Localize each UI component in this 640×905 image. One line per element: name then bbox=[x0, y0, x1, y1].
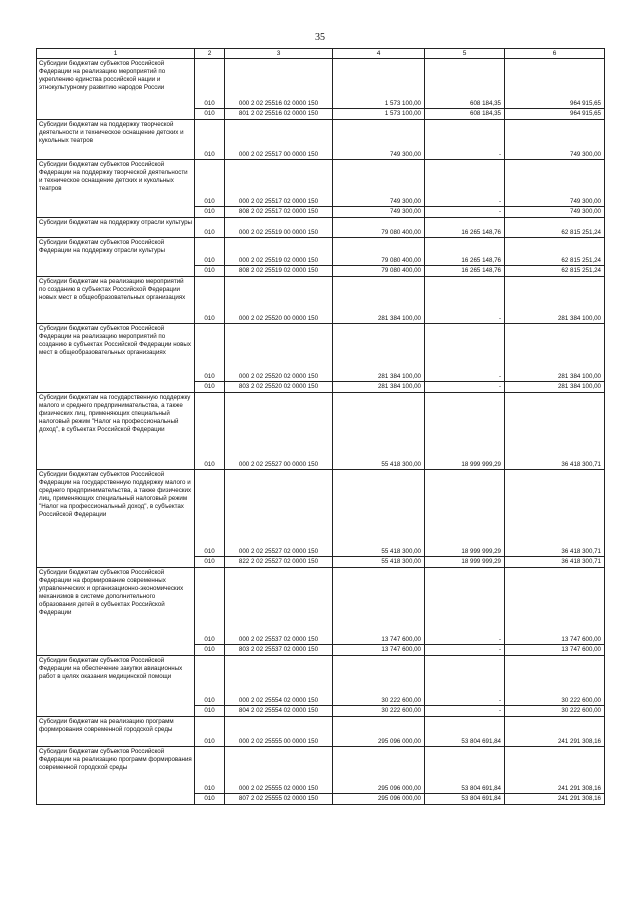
row-budget-code: 000 2 02 25554 02 0000 150 bbox=[225, 656, 333, 706]
row-line-code: 010 bbox=[195, 568, 225, 645]
row-line-code: 010 bbox=[195, 324, 225, 382]
row-approved-amount: 79 080 400,00 bbox=[333, 266, 425, 277]
row-approved-amount: 295 096 000,00 bbox=[333, 717, 425, 747]
row-approved-amount: 1 573 100,00 bbox=[333, 59, 425, 109]
row-line-code: 010 bbox=[195, 109, 225, 120]
row-description: Субсидии бюджетам субъектов Российской Федерации на государственную поддержку малого и среднего предпринимательства, а также физических лиц, применяющих специальный налоговый режим "Налог на профессиональный доход", в субъектах Российской Федерации bbox=[37, 470, 195, 568]
row-line-code: 010 bbox=[195, 120, 225, 160]
header-col-4: 4 bbox=[333, 49, 425, 59]
row-remaining-amount: 13 747 600,00 bbox=[505, 568, 605, 645]
row-budget-code: 000 2 02 25517 02 0000 150 bbox=[225, 160, 333, 207]
row-description: Субсидии бюджетам субъектов Российской Федерации на реализацию мероприятий по укреплению единства российской нации и этнокультурному развитию народов России bbox=[37, 59, 195, 120]
row-budget-code: 000 2 02 25527 00 0000 150 bbox=[225, 393, 333, 470]
row-executed-amount: 18 999 999,29 bbox=[425, 557, 505, 568]
row-executed-amount: 18 999 999,29 bbox=[425, 470, 505, 557]
row-remaining-amount: 964 915,65 bbox=[505, 59, 605, 109]
row-remaining-amount: 36 418 300,71 bbox=[505, 557, 605, 568]
row-approved-amount: 30 222 600,00 bbox=[333, 656, 425, 706]
row-budget-code: 000 2 02 25517 00 0000 150 bbox=[225, 120, 333, 160]
row-line-code: 010 bbox=[195, 160, 225, 207]
row-approved-amount: 13 747 600,00 bbox=[333, 568, 425, 645]
page-number: 35 bbox=[315, 32, 325, 43]
row-budget-code: 803 2 02 25537 02 0000 150 bbox=[225, 645, 333, 656]
row-line-code: 010 bbox=[195, 656, 225, 706]
row-remaining-amount: 281 384 100,00 bbox=[505, 277, 605, 324]
row-remaining-amount: 13 747 600,00 bbox=[505, 645, 605, 656]
row-line-code: 010 bbox=[195, 218, 225, 238]
header-col-3: 3 bbox=[225, 49, 333, 59]
row-description: Субсидии бюджетам на реализацию мероприятий по созданию в субъектах Российской Федерации новых мест в общеобразовательных организациях bbox=[37, 277, 195, 324]
budget-table bbox=[36, 48, 605, 805]
row-budget-code: 000 2 02 25555 02 0000 150 bbox=[225, 747, 333, 794]
row-budget-code: 804 2 02 25554 02 0000 150 bbox=[225, 706, 333, 717]
row-line-code: 010 bbox=[195, 794, 225, 805]
row-budget-code: 000 2 02 25537 02 0000 150 bbox=[225, 568, 333, 645]
row-executed-amount: 53 804 691,84 bbox=[425, 794, 505, 805]
row-line-code: 010 bbox=[195, 59, 225, 109]
row-executed-amount: - bbox=[425, 207, 505, 218]
row-budget-code: 000 2 02 25520 00 0000 150 bbox=[225, 277, 333, 324]
row-executed-amount: 16 265 148,76 bbox=[425, 266, 505, 277]
row-executed-amount: 18 999 999,29 bbox=[425, 393, 505, 470]
table-row bbox=[37, 470, 605, 557]
table-row bbox=[37, 59, 605, 109]
row-approved-amount: 55 418 300,00 bbox=[333, 470, 425, 557]
row-description: Субсидии бюджетам субъектов Российской Федерации на поддержку творческой деятельности и техническое оснащение детских и кукольных театров bbox=[37, 160, 195, 218]
header-col-5: 5 bbox=[425, 49, 505, 59]
row-executed-amount: 53 804 691,84 bbox=[425, 747, 505, 794]
row-line-code: 010 bbox=[195, 207, 225, 218]
table-row bbox=[37, 656, 605, 706]
table-row bbox=[37, 717, 605, 747]
row-approved-amount: 55 418 300,00 bbox=[333, 557, 425, 568]
table-row bbox=[37, 324, 605, 382]
row-approved-amount: 281 384 100,00 bbox=[333, 324, 425, 382]
row-approved-amount: 281 384 100,00 bbox=[333, 382, 425, 393]
row-remaining-amount: 62 815 251,24 bbox=[505, 266, 605, 277]
row-line-code: 010 bbox=[195, 266, 225, 277]
row-budget-code: 000 2 02 25527 02 0000 150 bbox=[225, 470, 333, 557]
table-row bbox=[37, 747, 605, 794]
row-remaining-amount: 62 815 251,24 bbox=[505, 238, 605, 266]
row-approved-amount: 55 418 300,00 bbox=[333, 393, 425, 470]
row-executed-amount: 16 265 148,76 bbox=[425, 238, 505, 266]
row-description: Субсидии бюджетам субъектов Российской Федерации на реализацию программ формирования современной городской среды bbox=[37, 747, 195, 805]
table-row bbox=[37, 218, 605, 238]
table-row bbox=[37, 120, 605, 160]
row-remaining-amount: 749 300,00 bbox=[505, 160, 605, 207]
row-description: Субсидии бюджетам субъектов Российской Федерации на поддержку отрасли культуры bbox=[37, 238, 195, 277]
row-line-code: 010 bbox=[195, 277, 225, 324]
header-col-2: 2 bbox=[195, 49, 225, 59]
row-approved-amount: 1 573 100,00 bbox=[333, 109, 425, 120]
row-executed-amount: - bbox=[425, 645, 505, 656]
row-executed-amount: - bbox=[425, 382, 505, 393]
row-executed-amount: - bbox=[425, 656, 505, 706]
row-executed-amount: - bbox=[425, 324, 505, 382]
row-approved-amount: 79 080 400,00 bbox=[333, 218, 425, 238]
row-remaining-amount: 281 384 100,00 bbox=[505, 324, 605, 382]
row-budget-code: 801 2 02 25516 02 0000 150 bbox=[225, 109, 333, 120]
row-approved-amount: 295 096 000,00 bbox=[333, 747, 425, 794]
row-remaining-amount: 241 291 308,16 bbox=[505, 747, 605, 794]
row-budget-code: 808 2 02 25517 02 0000 150 bbox=[225, 207, 333, 218]
row-executed-amount: - bbox=[425, 706, 505, 717]
table-row bbox=[37, 238, 605, 266]
row-executed-amount: - bbox=[425, 568, 505, 645]
row-budget-code: 808 2 02 25519 02 0000 150 bbox=[225, 266, 333, 277]
table-row bbox=[37, 277, 605, 324]
table-row bbox=[37, 568, 605, 645]
row-remaining-amount: 36 418 300,71 bbox=[505, 470, 605, 557]
row-remaining-amount: 62 815 251,24 bbox=[505, 218, 605, 238]
row-approved-amount: 749 300,00 bbox=[333, 207, 425, 218]
row-executed-amount: - bbox=[425, 277, 505, 324]
row-executed-amount: 608 184,35 bbox=[425, 109, 505, 120]
row-description: Субсидии бюджетам на реализацию программ формирования современной городской среды bbox=[37, 717, 195, 747]
row-line-code: 010 bbox=[195, 557, 225, 568]
row-remaining-amount: 281 384 100,00 bbox=[505, 382, 605, 393]
row-remaining-amount: 36 418 300,71 bbox=[505, 393, 605, 470]
header-col-1: 1 bbox=[37, 49, 195, 59]
row-remaining-amount: 749 300,00 bbox=[505, 207, 605, 218]
row-description: Субсидии бюджетам субъектов Российской Федерации на формирование современных управленческих и организационно-экономических механизмов в системе дополнительного образования детей в субъектах Российской Федерации bbox=[37, 568, 195, 656]
row-approved-amount: 295 096 000,00 bbox=[333, 794, 425, 805]
row-executed-amount: - bbox=[425, 160, 505, 207]
row-budget-code: 807 2 02 25555 02 0000 150 bbox=[225, 794, 333, 805]
table-row bbox=[37, 393, 605, 470]
row-line-code: 010 bbox=[195, 238, 225, 266]
row-line-code: 010 bbox=[195, 470, 225, 557]
row-remaining-amount: 964 915,65 bbox=[505, 109, 605, 120]
row-budget-code: 000 2 02 25555 00 0000 150 bbox=[225, 717, 333, 747]
row-budget-code: 000 2 02 25519 00 0000 150 bbox=[225, 218, 333, 238]
row-approved-amount: 749 300,00 bbox=[333, 120, 425, 160]
row-approved-amount: 749 300,00 bbox=[333, 160, 425, 207]
row-approved-amount: 30 222 600,00 bbox=[333, 706, 425, 717]
row-line-code: 010 bbox=[195, 747, 225, 794]
row-budget-code: 803 2 02 25520 02 0000 150 bbox=[225, 382, 333, 393]
row-description: Субсидии бюджетам субъектов Российской Федерации на обеспечение закупки авиационных работ в целях оказания медицинской помощи bbox=[37, 656, 195, 717]
row-executed-amount: 608 184,35 bbox=[425, 59, 505, 109]
row-executed-amount: 53 804 691,84 bbox=[425, 717, 505, 747]
row-description: Субсидии бюджетам субъектов Российской Федерации на реализацию мероприятий по созданию в субъектах Российской Федерации новых мест в общеобразовательных организациях bbox=[37, 324, 195, 393]
row-description: Субсидии бюджетам на поддержку творческой деятельности и техническое оснащение детских и кукольных театров bbox=[37, 120, 195, 160]
row-line-code: 010 bbox=[195, 717, 225, 747]
row-budget-code: 822 2 02 25527 02 0000 150 bbox=[225, 557, 333, 568]
row-line-code: 010 bbox=[195, 382, 225, 393]
table-row bbox=[37, 160, 605, 207]
row-remaining-amount: 241 291 308,16 bbox=[505, 794, 605, 805]
header-row bbox=[37, 49, 605, 59]
row-remaining-amount: 749 300,00 bbox=[505, 120, 605, 160]
row-approved-amount: 79 080 400,00 bbox=[333, 238, 425, 266]
row-budget-code: 000 2 02 25520 02 0000 150 bbox=[225, 324, 333, 382]
row-executed-amount: 16 265 148,76 bbox=[425, 218, 505, 238]
row-budget-code: 000 2 02 25516 02 0000 150 bbox=[225, 59, 333, 109]
row-executed-amount: - bbox=[425, 120, 505, 160]
row-remaining-amount: 241 291 308,16 bbox=[505, 717, 605, 747]
row-description: Субсидии бюджетам на поддержку отрасли культуры bbox=[37, 218, 195, 238]
row-line-code: 010 bbox=[195, 706, 225, 717]
row-line-code: 010 bbox=[195, 645, 225, 656]
header-col-6: 6 bbox=[505, 49, 605, 59]
row-budget-code: 000 2 02 25519 02 0000 150 bbox=[225, 238, 333, 266]
row-remaining-amount: 30 222 600,00 bbox=[505, 706, 605, 717]
row-line-code: 010 bbox=[195, 393, 225, 470]
row-description: Субсидии бюджетам на государственную поддержку малого и среднего предпринимательства, а также физических лиц, применяющих специальный налоговый режим "Налог на профессиональный доход", в субъектах Российской Федерации bbox=[37, 393, 195, 470]
row-approved-amount: 13 747 600,00 bbox=[333, 645, 425, 656]
row-approved-amount: 281 384 100,00 bbox=[333, 277, 425, 324]
row-remaining-amount: 30 222 600,00 bbox=[505, 656, 605, 706]
